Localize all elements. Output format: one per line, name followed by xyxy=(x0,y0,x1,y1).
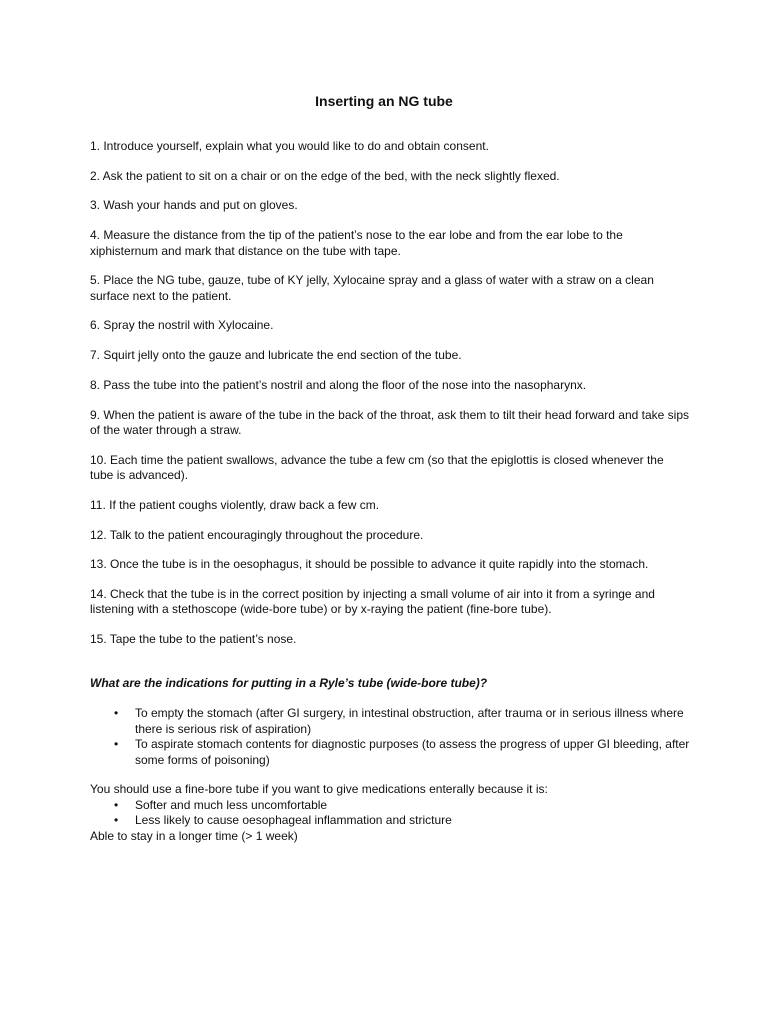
step-item: 3. Wash your hands and put on gloves. xyxy=(90,198,298,213)
step-item: 6. Spray the nostril with Xylocaine. xyxy=(90,318,274,333)
step-item: 11. If the patient coughs violently, draw back a few cm. xyxy=(90,497,380,512)
bullet-glyph: • xyxy=(114,737,119,751)
procedure-steps xyxy=(90,139,690,662)
step-item: 4. Measure the distance from the tip of the patient’s nose to the ear lobe and from the ear lobe to the xiphisternum and mark that distance on the tube with tape. xyxy=(90,228,623,258)
list-item xyxy=(90,706,690,737)
step-item: 12. Talk to the patient encouragingly throughout the procedure. xyxy=(90,527,424,542)
step-item: 1. Introduce yourself, explain what you would like to do and obtain consent. xyxy=(90,139,489,153)
list-item-text: To aspirate stomach contents for diagnostic purposes (to assess the progress of upper GI bleeding, after some forms of poisoning) xyxy=(135,737,690,767)
step-item: 15. Tape the tube to the patient’s nose. xyxy=(90,632,297,647)
list-item-text: To empty the stomach (after GI surgery, in intestinal obstruction, after trauma or in serious illness where there is serious risk of aspiration) xyxy=(135,706,684,736)
list-item xyxy=(90,798,710,814)
page-title: Inserting an NG tube xyxy=(315,93,453,109)
list-item-text: Less likely to cause oesophageal inflammation and stricture xyxy=(135,813,452,827)
fine-bore-section xyxy=(90,782,710,844)
fine-bore-intro: You should use a fine-bore tube if you want to give medications enterally because it is: xyxy=(90,782,548,796)
list-item xyxy=(90,737,690,768)
fine-bore-last-line: Able to stay in a longer time (> 1 week) xyxy=(90,828,298,843)
step-item: 9. When the patient is aware of the tube in the back of the throat, ask them to tilt their head forward and take sips of the water through a straw. xyxy=(90,407,690,437)
list-item-text: Softer and much less uncomfortable xyxy=(135,797,328,812)
step-item: 13. Once the tube is in the oesophagus, it should be possible to advance it quite rapidly into the stomach. xyxy=(90,557,649,572)
bullet-glyph: • xyxy=(114,706,119,720)
indications-question: What are the indications for putting in a Ryle’s tube (wide-bore tube)? xyxy=(90,676,488,690)
step-item: 5. Place the NG tube, gauze, tube of KY jelly, Xylocaine spray and a glass of water with a straw on a clean surface next to the patient. xyxy=(90,273,654,303)
step-item: 14. Check that the tube is in the correct position by injecting a small volume of air into it from a syringe and listening with a stethoscope (wide-bore tube) or by x-raying the patient (fine-bore tube). xyxy=(90,586,655,617)
bullet-glyph: • xyxy=(114,813,119,827)
step-item: 7. Squirt jelly onto the gauze and lubricate the end section of the tube. xyxy=(90,348,462,363)
indications-list xyxy=(90,706,690,768)
step-item: 2. Ask the patient to sit on a chair or on the edge of the bed, with the neck slightly flexed. xyxy=(90,168,560,183)
step-item: 10. Each time the patient swallows, advance the tube a few cm (so that the epiglottis is closed whenever the tube is advanced). xyxy=(90,452,664,483)
step-item: 8. Pass the tube into the patient’s nostril and along the floor of the nose into the nasopharynx. xyxy=(90,377,587,392)
bullet-glyph: • xyxy=(114,797,119,812)
list-item xyxy=(90,813,710,829)
